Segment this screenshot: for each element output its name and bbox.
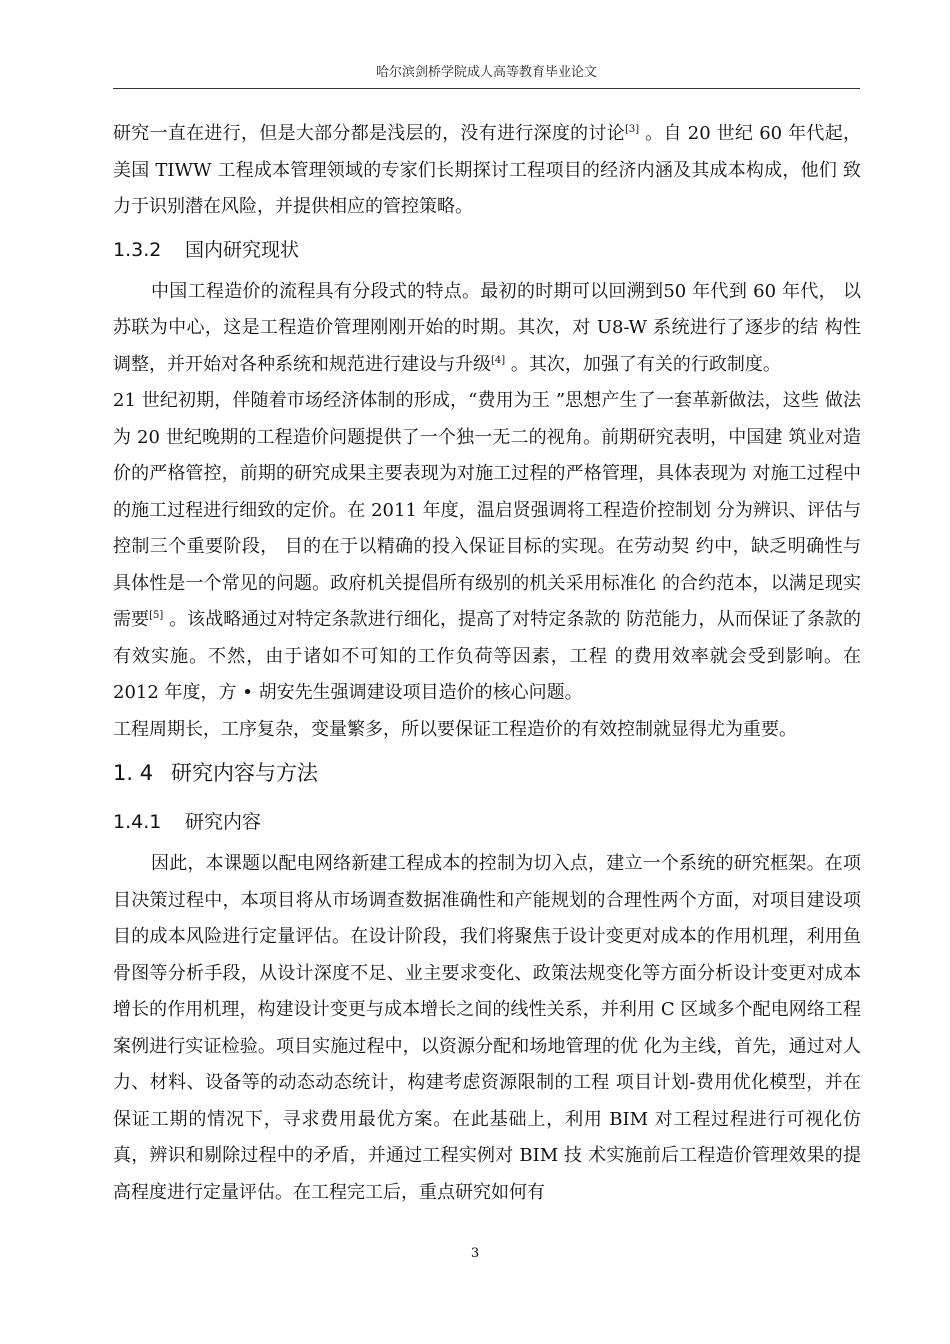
citation-4: [4]: [491, 354, 506, 366]
paragraph-5: 因此，本课题以配电网络新建工程成本的控制为切入点，建立一个系统的研究框架。在项目决策过程中，本项目将从市场调查数据准确性和产能规划的合理性两个方面，对项目建设项目的成本风险进行定量评估。在设计阶段，我们将聚焦于设计变更对成本的作用机理，利用鱼骨图等分析手段，从设计深度不足、业主要求变化、政策法规变化等方面分析设计变更对成本增长的作用机理，构建设计变更与成本增长之间的线性关系，并利用 C 区域多个配电网络工程案例进行实证检验。项目实施过程中，以资源分配和场地管理的优 化为主线，首先，通过对人力、材料、设备等的动态动态统计，构建考虑资源限制的工程 项目计划-费用优化模型，并在保证工期的情况下，寻求费用最优方案。在此基础上，利用 BIM 对工程过程进行可视化仿真，辨识和剔除过程中的矛盾，并通过工程实例对 BIM 技 术实施前后工程造价管理效果的提高程度进行定量评估。在工程完工后，重点研究如何有: [113, 853, 861, 1203]
paragraph-1: 研究一直在进行，但是大部分都是浅层的，没有进行深度的讨论[3] 。自 20 世纪 60 年代起， 美国 TIWW 工程成本管理领域的专家们长期探讨工程项目的经济内涵及其成本构成，他们 致力于识别潜在风险，并提供相应的管控策略。: [113, 123, 861, 217]
citation-3: [3]: [624, 124, 640, 135]
paragraph-2: 中国工程造价的流程具有分段式的特点。最初的时期可以回溯到50 年代到 60 年代， 以苏联为中心，这是工程造价管理刚刚开始的时期。其次，对 U8-W 系统进行了逐步的结 构性调整，并开始对各种系统和规范进行建设与升级[4] 。其次，加强了有关的行政制度。: [113, 280, 861, 375]
citation-5: [5]: [149, 610, 164, 621]
section-heading-1-4: 1. 4 研究内容与方法: [113, 761, 318, 785]
paragraph-4: 工程周期长，工序复杂，变量繁多，所以要保证工程造价的有效控制就显得尤为重要。: [113, 718, 797, 740]
page-body: [113, 116, 861, 1211]
page-number: 3: [470, 1246, 480, 1261]
header-title: 哈尔滨剑桥学院成人高等教育毕业论文: [375, 65, 597, 80]
section-heading-1-4-1: 1.4.1 研究内容: [113, 811, 262, 833]
paragraph-3: 21 世纪初期，伴随着市场经济体制的形成，“费用为王 ”思想产生了一套革新做法，这些 做法为 20 世纪晚期的工程造价问题提供了一个独一无二的视角。前期研究表明，中国建 筑业对造价的严格管控，前期的研究成果主要表现为对施工过程的严格管理，具体表现为 对施工过程中的施工过程进行细致的定价。在 2011 年度，温启贤强调将工程造价控制划 分为辨识、评估与控制三个重要阶段， 目的在于以精确的投入保证目标的实现。在劳动契 约中，缺乏明确性与具体性是一个常见的问题。政府机关提倡所有级别的机关采用标准化 的合约范本，以满足现实需要[5] 。该战略通过对特定条款进行细化，提高了对特定条款的 防范能力，从而保证了条款的有效实施。不然，由于诸如不可知的工作负荷等因素，工程 的费用效率就会受到影响。在 2012 年度，方 • 胡安先生强调建设项目造价的核心问题。: [113, 390, 861, 703]
section-heading-1-3-2: 1.3.2 国内研究现状: [113, 238, 300, 261]
page-header: [113, 62, 860, 89]
